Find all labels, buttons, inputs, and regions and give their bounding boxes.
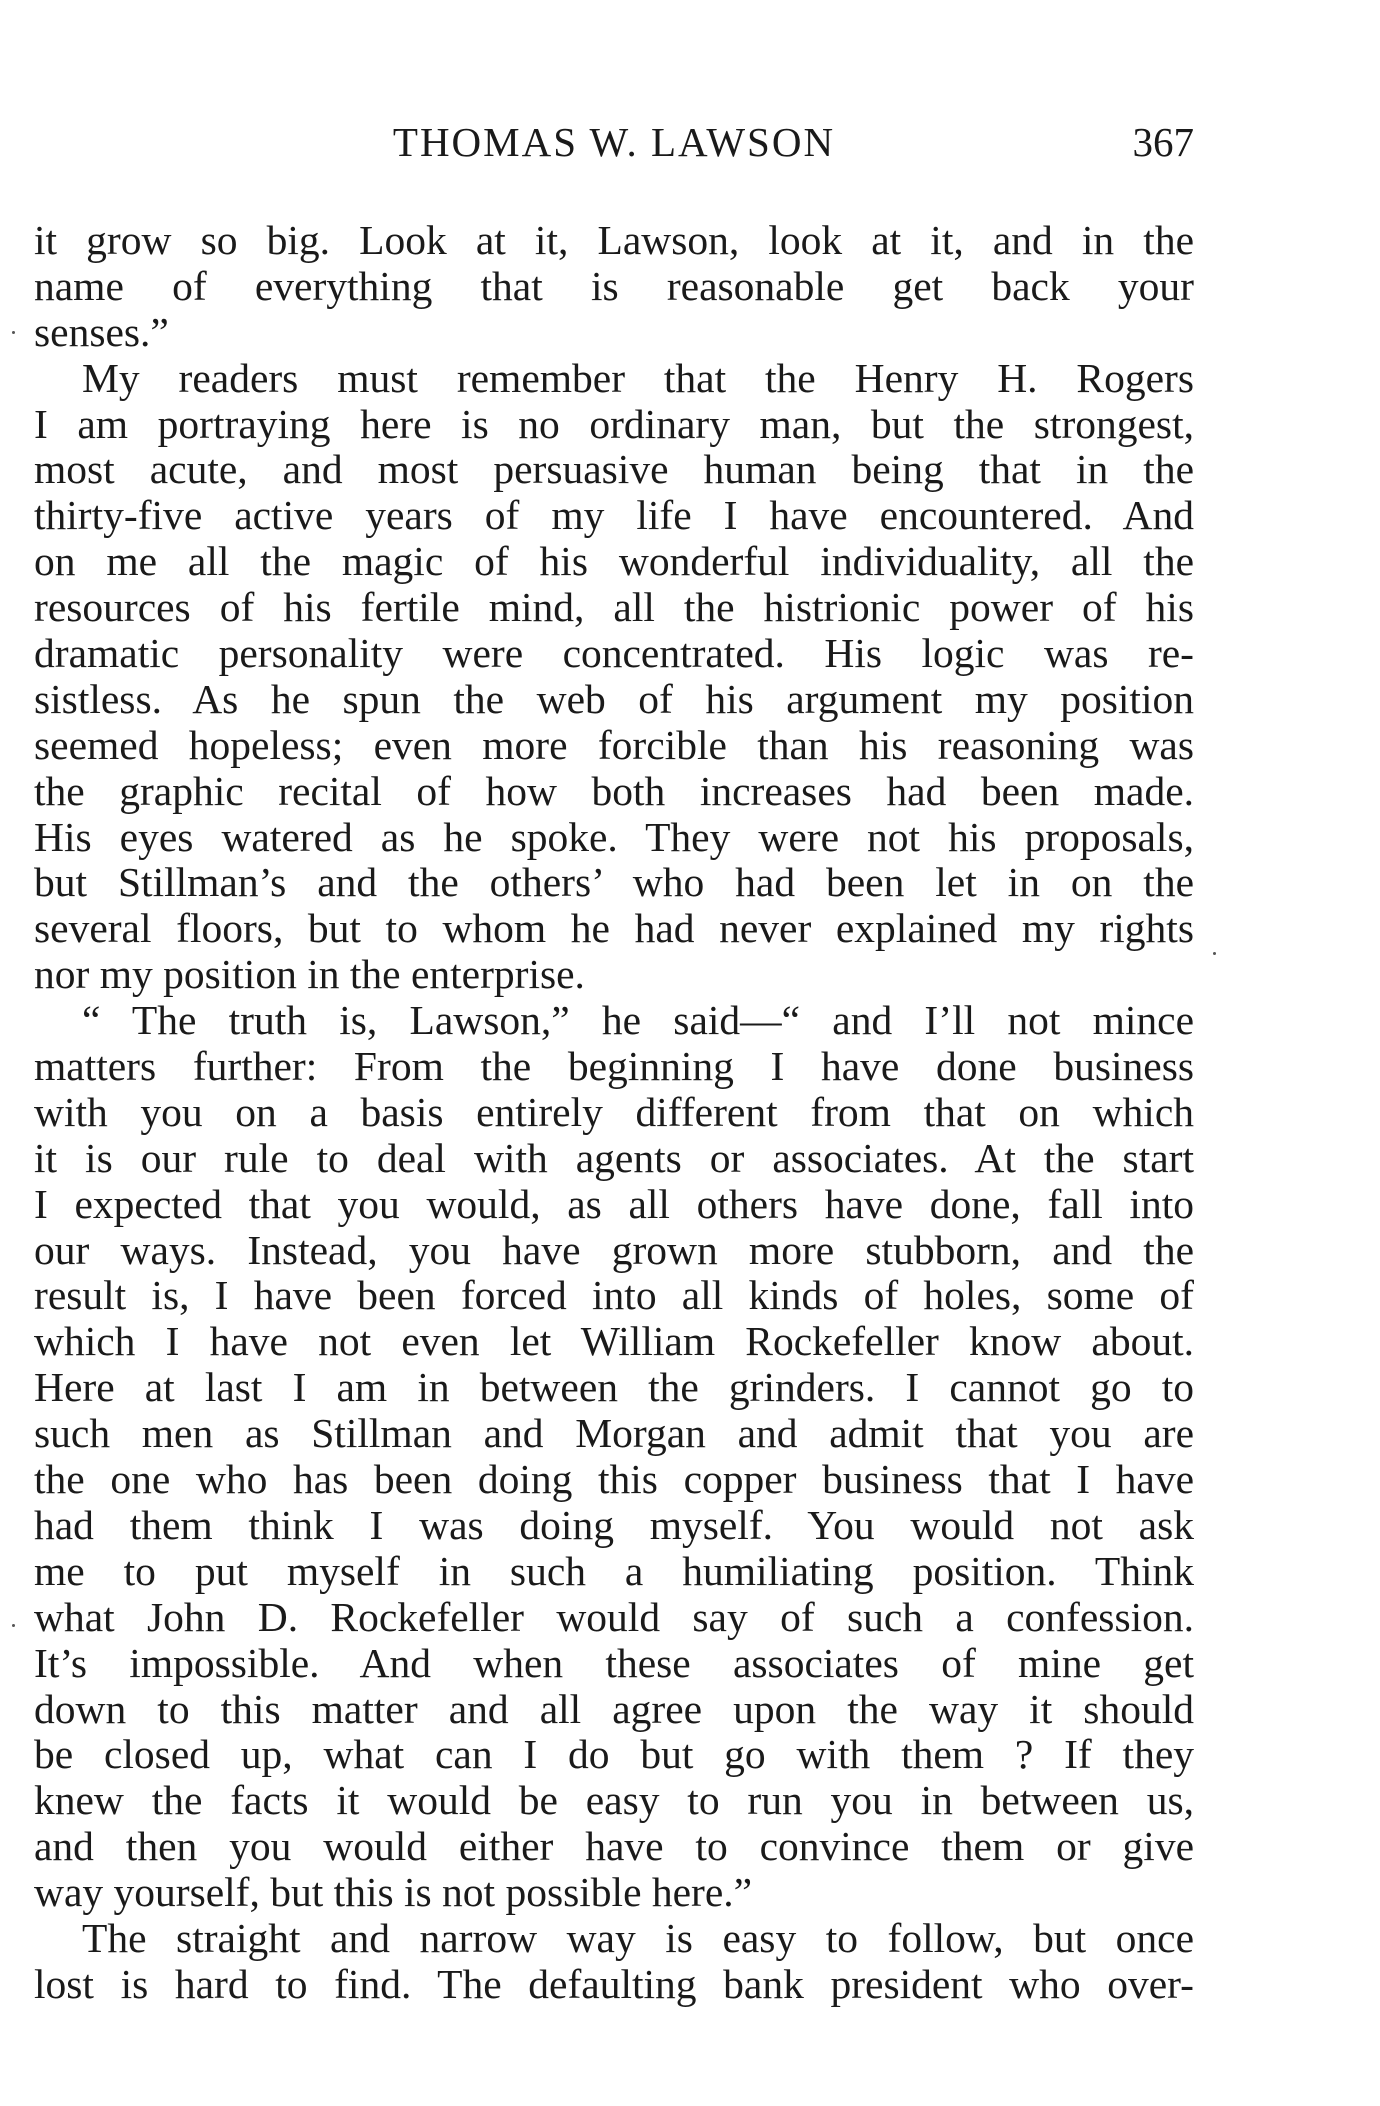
paragraph xyxy=(34,998,1194,1916)
text-line: the graphic recital of how both increases had been made. xyxy=(34,767,1194,814)
paper-speck xyxy=(12,331,15,334)
text-line: down to this matter and all agree upon the way it should xyxy=(34,1685,1194,1732)
text-line: seemed hopeless; even more forcible than his reasoning was xyxy=(34,721,1194,768)
text-line: “ The truth is, Lawson,” he said—“ and I’ll not mince xyxy=(82,997,1194,1044)
text-line: the one who has been doing this copper business that I have xyxy=(34,1456,1194,1503)
text-line: nor my position in the enterprise. xyxy=(34,951,585,998)
running-title: THOMAS W. LAWSON xyxy=(392,119,836,165)
text-line: matters further: From the beginning I have done business xyxy=(34,1043,1194,1090)
paper-speck xyxy=(1213,952,1216,955)
text-line: knew the facts it would be easy to run you in between us, xyxy=(34,1777,1194,1824)
paragraph xyxy=(34,1916,1194,2008)
text-line: which I have not even let William Rockefeller know about. xyxy=(34,1318,1194,1365)
text-line: and then you would either have to convince them or give xyxy=(34,1823,1194,1870)
text-line: but Stillman’s and the others’ who had been let in on the xyxy=(34,859,1194,906)
body-text xyxy=(34,218,1194,2008)
text-line: had them think I was doing myself. You would not ask xyxy=(34,1501,1194,1548)
text-line: My readers must remember that the Henry H. Rogers xyxy=(82,354,1194,401)
text-line: it is our rule to deal with agents or associates. At the start xyxy=(34,1134,1194,1181)
text-line: it grow so big. Look at it, Lawson, look at it, and in the xyxy=(34,217,1194,263)
text-line: Here at last I am in between the grinders. I cannot go to xyxy=(34,1364,1194,1411)
text-line: dramatic personality were concentrated. His logic was re- xyxy=(34,630,1194,677)
page-header xyxy=(34,112,1194,172)
paper-speck xyxy=(12,1624,15,1627)
text-line: It’s impossible. And when these associates of mine get xyxy=(34,1639,1194,1686)
text-line: The straight and narrow way is easy to follow, but once xyxy=(82,1914,1194,1961)
text-line: resources of his fertile mind, all the histrionic power of his xyxy=(34,584,1194,631)
text-line: be closed up, what can I do but go with them ? If they xyxy=(34,1731,1194,1778)
text-line: such men as Stillman and Morgan and admit that you are xyxy=(34,1410,1194,1457)
paragraph xyxy=(34,218,1194,356)
text-line: I expected that you would, as all others have done, fall into xyxy=(34,1180,1194,1227)
text-line: most acute, and most persuasive human being that in the xyxy=(34,446,1194,493)
text-line: thirty-five active years of my life I have encountered. And xyxy=(34,492,1194,539)
text-line: lost is hard to find. The defaulting bank president who over- xyxy=(34,1960,1194,2007)
paragraph xyxy=(34,356,1194,998)
text-line: name of everything that is reasonable get back your xyxy=(34,262,1194,309)
text-line: on me all the magic of his wonderful individuality, all the xyxy=(34,538,1194,585)
text-line: result is, I have been forced into all kinds of holes, some of xyxy=(34,1272,1194,1319)
text-line: His eyes watered as he spoke. They were not his proposals, xyxy=(34,813,1194,860)
text-line: me to put myself in such a humiliating position. Think xyxy=(34,1547,1194,1594)
text-line: our ways. Instead, you have grown more stubborn, and the xyxy=(34,1226,1194,1273)
text-line: senses.” xyxy=(34,308,169,355)
text-line: sistless. As he spun the web of his argument my position xyxy=(34,675,1194,722)
text-line: what John D. Rockefeller would say of such a confession. xyxy=(34,1593,1194,1640)
text-line: I am portraying here is no ordinary man, but the strongest, xyxy=(34,400,1194,447)
page-number: 367 xyxy=(1132,119,1194,165)
text-line: several floors, but to whom he had never explained my rights xyxy=(34,905,1194,952)
text-line: way yourself, but this is not possible here.” xyxy=(34,1869,753,1916)
text-line: with you on a basis entirely different from that on which xyxy=(34,1088,1194,1135)
